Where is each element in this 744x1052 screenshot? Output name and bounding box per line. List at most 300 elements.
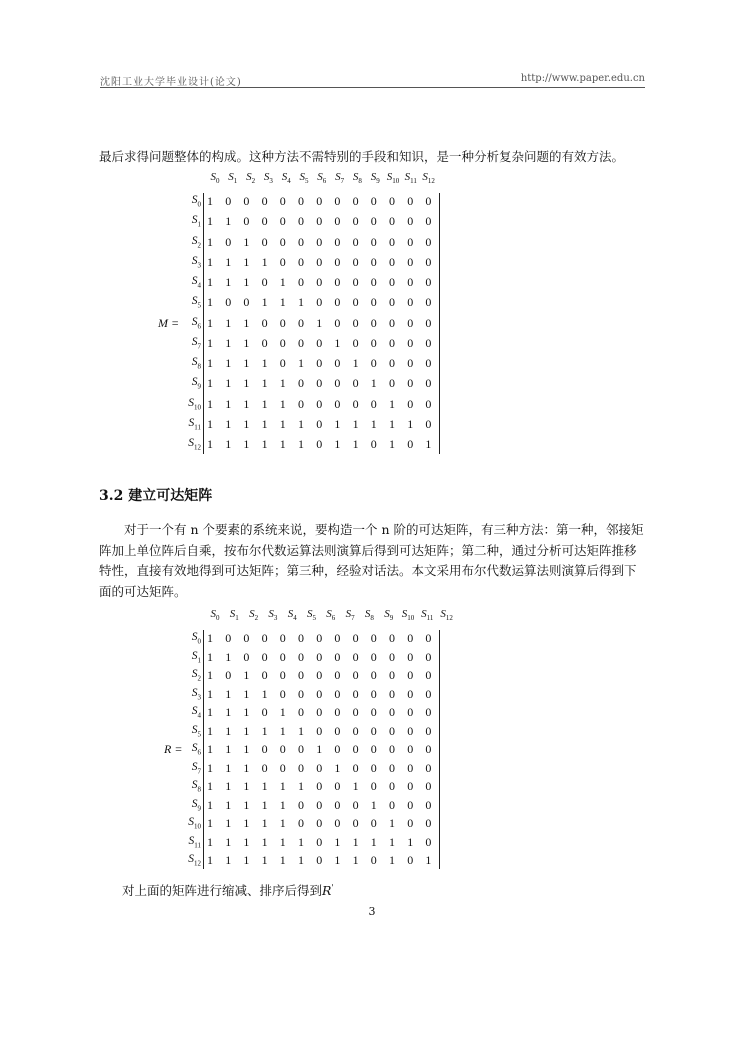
- matrix-cell: 1: [225, 356, 232, 370]
- matrix-cell: 1: [207, 723, 213, 738]
- matrix-cell: 0: [316, 779, 323, 793]
- matrix-cell: 1: [243, 723, 250, 738]
- matrix-cell: 1: [207, 853, 213, 867]
- matrix-cell: 0: [316, 356, 323, 370]
- matrix-cell: 0: [370, 686, 377, 701]
- matrix-cell: 1: [316, 315, 323, 330]
- matrix-cell: 1: [279, 376, 286, 391]
- row-label: $S_2$: [191, 234, 201, 249]
- column-header: $S_8$: [352, 171, 362, 186]
- matrix-cell: 1: [279, 295, 286, 310]
- matrix-cell: 1: [243, 686, 250, 701]
- matrix-cell: 0: [298, 705, 304, 719]
- row-label: $S_0$: [191, 194, 201, 209]
- matrix-cell: 0: [279, 686, 286, 701]
- matrix-cell: 1: [370, 416, 377, 431]
- matrix-cell: 0: [389, 723, 395, 738]
- prime-mark: ': [331, 883, 334, 892]
- matrix-cell: 1: [243, 834, 250, 849]
- row-label: $S_3$: [191, 686, 201, 701]
- matrix-cell: 0: [261, 705, 268, 719]
- matrix-cell: 1: [243, 234, 250, 249]
- matrix-cell: 0: [407, 853, 414, 867]
- column-header: $S_4$: [287, 608, 297, 623]
- matrix-cell: 0: [352, 396, 359, 411]
- matrix-cell: 1: [207, 234, 213, 249]
- matrix-cell: 0: [298, 631, 304, 645]
- matrix-cell: 0: [352, 295, 359, 310]
- matrix-cell: 1: [279, 834, 286, 849]
- matrix-cell: 1: [298, 295, 304, 310]
- matrix-cell: 1: [279, 723, 286, 738]
- matrix-cell: 0: [298, 194, 304, 208]
- matrix-cell: 1: [207, 649, 213, 664]
- matrix-cell: 0: [352, 797, 359, 812]
- matrix-cell: 1: [352, 853, 359, 867]
- matrix-cell: 0: [298, 315, 304, 330]
- paragraph-3: [122, 878, 334, 902]
- matrix-cell: 1: [279, 797, 286, 812]
- matrix-cell: 1: [225, 437, 232, 451]
- matrix-cell: 1: [425, 853, 432, 867]
- matrix-cell: 0: [225, 295, 232, 310]
- column-header: $S_2$: [246, 171, 256, 186]
- matrix-cell: 1: [207, 275, 213, 289]
- matrix-cell: 0: [316, 254, 323, 269]
- matrix-cell: 1: [207, 760, 213, 775]
- page-number: 3: [368, 905, 376, 918]
- matrix-cell: 0: [334, 631, 341, 645]
- matrix-cell: 0: [316, 816, 323, 830]
- matrix-cell: 1: [225, 376, 232, 391]
- column-header: $S_0$: [210, 608, 220, 623]
- matrix-cell: 1: [334, 760, 341, 775]
- matrix-cell: 0: [316, 668, 323, 682]
- matrix-cell: 1: [225, 760, 232, 775]
- matrix-cell: 1: [389, 396, 395, 411]
- matrix-cell: 1: [207, 416, 213, 431]
- matrix-cell: 1: [207, 356, 213, 370]
- matrix-cell: 1: [279, 416, 286, 431]
- matrix-cell: 1: [279, 705, 286, 719]
- matrix-cell: 1: [298, 723, 304, 738]
- matrix-cell: 1: [298, 834, 304, 849]
- matrix-cell: 0: [425, 396, 432, 411]
- row-label: $S_{11}$: [188, 416, 201, 432]
- matrix-cell: 0: [334, 254, 341, 269]
- matrix-bracket: [439, 630, 440, 869]
- row-label: $S_5$: [191, 723, 201, 738]
- matrix-cell: 0: [389, 779, 395, 793]
- matrix-cell: 0: [316, 376, 323, 391]
- matrix-cell: 0: [334, 797, 341, 812]
- column-header: $S_3$: [263, 171, 273, 186]
- matrix-cell: 0: [389, 742, 395, 756]
- row-label: $S_2$: [191, 668, 201, 683]
- matrix-cell: 0: [352, 234, 359, 249]
- matrix-cell: 0: [316, 797, 323, 812]
- matrix-cell: 0: [407, 705, 414, 719]
- matrix-cell: 0: [261, 275, 268, 289]
- matrix-cell: 1: [389, 834, 395, 849]
- matrix-cell: 0: [261, 194, 268, 208]
- matrix-cell: 1: [225, 315, 232, 330]
- row-label: $S_{10}$: [188, 396, 201, 411]
- matrix-cell: 0: [316, 234, 323, 249]
- matrix-cell: 0: [407, 396, 414, 411]
- matrix-cell: 0: [334, 315, 341, 330]
- matrix-cell: 0: [334, 356, 341, 370]
- matrix-cell: 0: [261, 760, 268, 775]
- matrix-cell: 0: [370, 437, 377, 451]
- column-header: $S_0$: [210, 171, 220, 186]
- matrix-cell: 0: [316, 686, 323, 701]
- row-label: $S_1$: [191, 214, 201, 229]
- matrix-cell: 0: [389, 705, 395, 719]
- matrix-cell: 1: [225, 254, 232, 269]
- matrix-cell: 1: [261, 779, 268, 793]
- matrix-cell: 1: [298, 416, 304, 431]
- matrix-cell: 0: [407, 797, 414, 812]
- matrix-cell: 1: [334, 853, 341, 867]
- matrix-cell: 0: [425, 816, 432, 830]
- matrix-cell: 0: [261, 649, 268, 664]
- matrix-cell: 1: [207, 214, 213, 229]
- matrix-cell: 0: [279, 631, 286, 645]
- matrix-cell: 1: [207, 437, 213, 451]
- matrix-cell: 0: [316, 705, 323, 719]
- column-header: $S_8$: [364, 608, 374, 623]
- matrix-cell: 0: [334, 275, 341, 289]
- row-label: $S_4$: [191, 275, 201, 290]
- matrix-cell: 0: [407, 723, 414, 738]
- matrix-cell: 0: [425, 686, 432, 701]
- column-header: $S_4$: [281, 171, 291, 186]
- matrix-cell: 1: [207, 797, 213, 812]
- matrix-cell: 0: [225, 668, 232, 682]
- matrix-cell: 0: [370, 315, 377, 330]
- matrix-cell: 0: [407, 194, 414, 208]
- matrix-cell: 0: [334, 779, 341, 793]
- column-header: $S_{11}$: [421, 608, 434, 623]
- matrix-cell: 1: [261, 396, 268, 411]
- row-label: $S_{12}$: [188, 853, 201, 868]
- page-header: [100, 72, 645, 88]
- matrix-cell: 0: [407, 631, 414, 645]
- matrix-cell: 0: [243, 214, 250, 229]
- matrix-cell: 0: [243, 295, 250, 310]
- matrix-cell: 0: [316, 275, 323, 289]
- row-label: $S_7$: [191, 335, 201, 351]
- matrix-cell: 0: [425, 275, 432, 289]
- matrix-cell: 0: [370, 742, 377, 756]
- matrix-cell: 0: [425, 254, 432, 269]
- matrix-cell: 0: [370, 705, 377, 719]
- column-header: $S_5$: [307, 608, 316, 623]
- matrix-cell: 1: [334, 416, 341, 431]
- matrix-cell: 0: [279, 742, 286, 756]
- matrix-cell: 0: [352, 686, 359, 701]
- matrix-cell: 1: [225, 686, 232, 701]
- matrix-cell: 1: [207, 742, 213, 756]
- matrix-cell: 1: [370, 834, 377, 849]
- header-rule: [100, 87, 645, 88]
- matrix-cell: 0: [352, 376, 359, 391]
- matrix-cell: 0: [407, 686, 414, 701]
- matrix-cell: 0: [407, 649, 414, 664]
- matrix-cell: 0: [389, 797, 395, 812]
- matrix-cell: 0: [407, 214, 414, 229]
- matrix-cell: 1: [225, 396, 232, 411]
- matrix-cell: 0: [407, 335, 414, 350]
- matrix-cell: 0: [425, 668, 432, 682]
- matrix-cell: 0: [298, 649, 304, 664]
- row-label: $S_5$: [191, 295, 201, 310]
- matrix-cell: 0: [298, 797, 304, 812]
- matrix-cell: 1: [207, 834, 213, 849]
- paragraph-1: 最后求得问题整体的构成。这种方法不需特别的手段和知识，是一种分析复杂问题的有效方法。: [99, 149, 625, 164]
- matrix-cell: 0: [370, 234, 377, 249]
- matrix-cell: 0: [407, 760, 414, 775]
- matrix-bracket: [203, 193, 204, 454]
- matrix-cell: 0: [334, 396, 341, 411]
- matrix-cell: 0: [370, 779, 377, 793]
- matrix-cell: 1: [225, 275, 232, 289]
- matrix-cell: 0: [425, 705, 432, 719]
- matrix-cell: 0: [370, 194, 377, 208]
- matrix-cell: 0: [298, 396, 304, 411]
- row-label: $S_3$: [191, 254, 201, 270]
- matrix-cell: 1: [225, 214, 232, 229]
- column-header: $S_9$: [384, 608, 394, 623]
- matrix-cell: 1: [225, 816, 232, 830]
- matrix-cell: 0: [370, 853, 377, 867]
- matrix-cell: 1: [261, 254, 268, 269]
- matrix-cell: 0: [425, 194, 432, 208]
- matrix-cell: 0: [298, 816, 304, 830]
- row-label: $S_8$: [191, 779, 201, 794]
- matrix-cell: 0: [389, 760, 395, 775]
- matrix-cell: 0: [407, 254, 414, 269]
- matrix-cell: 0: [389, 335, 395, 350]
- matrix-cell: 0: [370, 275, 377, 289]
- matrix-cell: 0: [298, 234, 304, 249]
- row-label: $S_1$: [191, 649, 201, 664]
- matrix-cell: 0: [261, 214, 268, 229]
- paragraph-2: 对于一个有 n 个要素的系统来说，要构造一个 n 阶的可达矩阵，有三种方法：第一种，邻接矩阵加上单位阵后自乘，按布尔代数运算法则演算后得到可达矩阵；第二种，通过分析可达矩阵推移特性，直接有效地得到可达矩阵；第三种，经验对话法。本文采用布尔代数运算法则演算后得到下面的可达矩阵。: [99, 522, 644, 599]
- matrix-cell: 1: [352, 437, 359, 451]
- matrix-cell: 0: [425, 723, 432, 738]
- matrix-cell: 1: [225, 649, 232, 664]
- matrix-cell: 1: [389, 437, 395, 451]
- matrix-cell: 0: [352, 254, 359, 269]
- row-label: $S_7$: [191, 760, 201, 775]
- header-right: http://www.paper.edu.cn: [520, 73, 645, 84]
- matrix-cell: 0: [389, 649, 395, 664]
- matrix-cell: 0: [407, 779, 414, 793]
- matrix-cell: 1: [225, 723, 232, 738]
- column-header: $S_1$: [229, 608, 239, 623]
- matrix-cell: 0: [407, 295, 414, 310]
- matrix-cell: 1: [243, 705, 250, 719]
- matrix-cell: 0: [298, 376, 304, 391]
- matrix-cell: 0: [425, 214, 432, 229]
- matrix-cell: 1: [334, 437, 341, 451]
- matrix-cell: 0: [370, 214, 377, 229]
- matrix-cell: 0: [334, 376, 341, 391]
- matrix-cell: 0: [243, 649, 250, 664]
- matrix-cell: 0: [425, 779, 432, 793]
- matrix-cell: 0: [334, 194, 341, 208]
- matrix-cell: 0: [316, 194, 323, 208]
- matrix-cell: 0: [225, 234, 232, 249]
- matrix-cell: 1: [279, 396, 286, 411]
- matrix-cell: 0: [279, 649, 286, 664]
- column-header: $S_9$: [370, 171, 380, 186]
- matrix-cell: 0: [389, 631, 395, 645]
- matrix-cell: 0: [316, 834, 323, 849]
- matrix-cell: 0: [243, 631, 250, 645]
- matrix-cell: 0: [425, 649, 432, 664]
- matrix-cell: 0: [298, 668, 304, 682]
- matrix-cell: 1: [207, 295, 213, 310]
- matrix-cell: 1: [298, 356, 304, 370]
- matrix-cell: 1: [389, 816, 395, 830]
- matrix-cell: 0: [316, 335, 323, 350]
- matrix-cell: 1: [407, 834, 414, 849]
- matrix-cell: 0: [425, 234, 432, 249]
- matrix-cell: 0: [370, 335, 377, 350]
- matrix-cell: 0: [334, 214, 341, 229]
- row-label: $S_{12}$: [188, 437, 201, 452]
- matrix-cell: 1: [279, 437, 286, 451]
- row-label: $S_6$: [191, 742, 201, 757]
- matrix-cell: 0: [407, 234, 414, 249]
- matrix-cell: 1: [261, 797, 268, 812]
- row-label: $S_{10}$: [188, 816, 201, 831]
- matrix-cell: 1: [243, 797, 250, 812]
- matrix-cell: 0: [279, 668, 286, 682]
- matrix-cell: 1: [407, 416, 414, 431]
- matrix-cell: 1: [261, 816, 268, 830]
- matrix-cell: 0: [352, 760, 359, 775]
- matrix-cell: 1: [225, 705, 232, 719]
- matrix-cell: 1: [316, 742, 323, 756]
- matrix-cell: 1: [261, 834, 268, 849]
- matrix-cell: 1: [243, 376, 250, 391]
- matrix-cell: 0: [279, 194, 286, 208]
- matrix-cell: 1: [261, 686, 268, 701]
- matrix-cell: 0: [279, 315, 286, 330]
- matrix-cell: 1: [352, 834, 359, 849]
- matrix-cell: 1: [225, 335, 232, 350]
- matrix-cell: 0: [298, 275, 304, 289]
- matrix-cell: 1: [225, 853, 232, 867]
- matrix-name: R =: [164, 742, 183, 756]
- matrix-cell: 1: [207, 686, 213, 701]
- matrix-cell: 0: [334, 742, 341, 756]
- matrix-cell: 1: [207, 335, 213, 350]
- matrix-cell: 0: [279, 234, 286, 249]
- matrix-cell: 0: [370, 396, 377, 411]
- matrix-cell: 0: [370, 760, 377, 775]
- matrix-cell: 1: [352, 356, 359, 370]
- matrix-cell: 0: [389, 686, 395, 701]
- matrix-cell: 0: [316, 396, 323, 411]
- matrix-cell: 1: [261, 376, 268, 391]
- column-header: $S_6$: [317, 171, 327, 186]
- matrix-cell: 1: [352, 416, 359, 431]
- matrix-cell: 0: [334, 705, 341, 719]
- r-prime-symbol: R: [322, 883, 332, 899]
- matrix-cell: 0: [425, 335, 432, 350]
- matrix-cell: 1: [243, 816, 250, 830]
- matrix-cell: 0: [370, 356, 377, 370]
- matrix-cell: 1: [225, 797, 232, 812]
- column-header: $S_{11}$: [404, 171, 417, 186]
- matrix-cell: 0: [352, 631, 359, 645]
- matrix-cell: 0: [298, 742, 304, 756]
- matrix-cell: 0: [261, 631, 268, 645]
- matrix-cell: 0: [298, 254, 304, 269]
- matrix-cell: 0: [316, 214, 323, 229]
- matrix-cell: 0: [279, 335, 286, 350]
- matrix-cell: 0: [425, 315, 432, 330]
- matrix-cell: 1: [207, 779, 213, 793]
- matrix-cell: 0: [352, 723, 359, 738]
- matrix-bracket: [203, 630, 204, 869]
- matrix-cell: 1: [225, 416, 232, 431]
- matrix-cell: 0: [425, 760, 432, 775]
- matrix-cell: 0: [389, 214, 395, 229]
- matrix-cell: 1: [243, 254, 250, 269]
- matrix-cell: 1: [261, 853, 268, 867]
- matrix-cell: 1: [370, 376, 377, 391]
- matrix-cell: 0: [279, 760, 286, 775]
- matrix-cell: 0: [389, 295, 395, 310]
- row-label: $S_{11}$: [188, 834, 201, 849]
- matrix-cell: 1: [207, 194, 213, 208]
- matrix-cell: 1: [243, 315, 250, 330]
- matrix-cell: 0: [370, 816, 377, 830]
- matrix-cell: 1: [207, 668, 213, 682]
- matrix-cell: 0: [261, 234, 268, 249]
- column-header: $S_{10}$: [386, 171, 400, 186]
- matrix-cell: 0: [370, 295, 377, 310]
- matrix-cell: 0: [425, 742, 432, 756]
- matrix-cell: 0: [352, 194, 359, 208]
- matrix-cell: 0: [334, 295, 341, 310]
- matrix-cell: 0: [298, 686, 304, 701]
- matrix-cell: 1: [243, 396, 250, 411]
- row-label: $S_0$: [191, 631, 201, 646]
- matrix-cell: 0: [352, 649, 359, 664]
- matrix-cell: 0: [261, 335, 268, 350]
- matrix-cell: 1: [261, 416, 268, 431]
- matrix-cell: 0: [334, 649, 341, 664]
- matrix-cell: 0: [298, 760, 304, 775]
- column-header: $S_5$: [299, 171, 309, 186]
- matrix-cell: 0: [407, 437, 414, 451]
- matrix-cell: 1: [279, 779, 286, 793]
- matrix-cell: 0: [425, 376, 432, 391]
- matrix-name: M =: [158, 315, 180, 330]
- matrix-cell: 0: [334, 723, 341, 738]
- matrix-cell: 1: [243, 779, 250, 793]
- matrix-cell: 0: [334, 816, 341, 830]
- matrix-cell: 0: [352, 315, 359, 330]
- matrix-cell: 0: [352, 705, 359, 719]
